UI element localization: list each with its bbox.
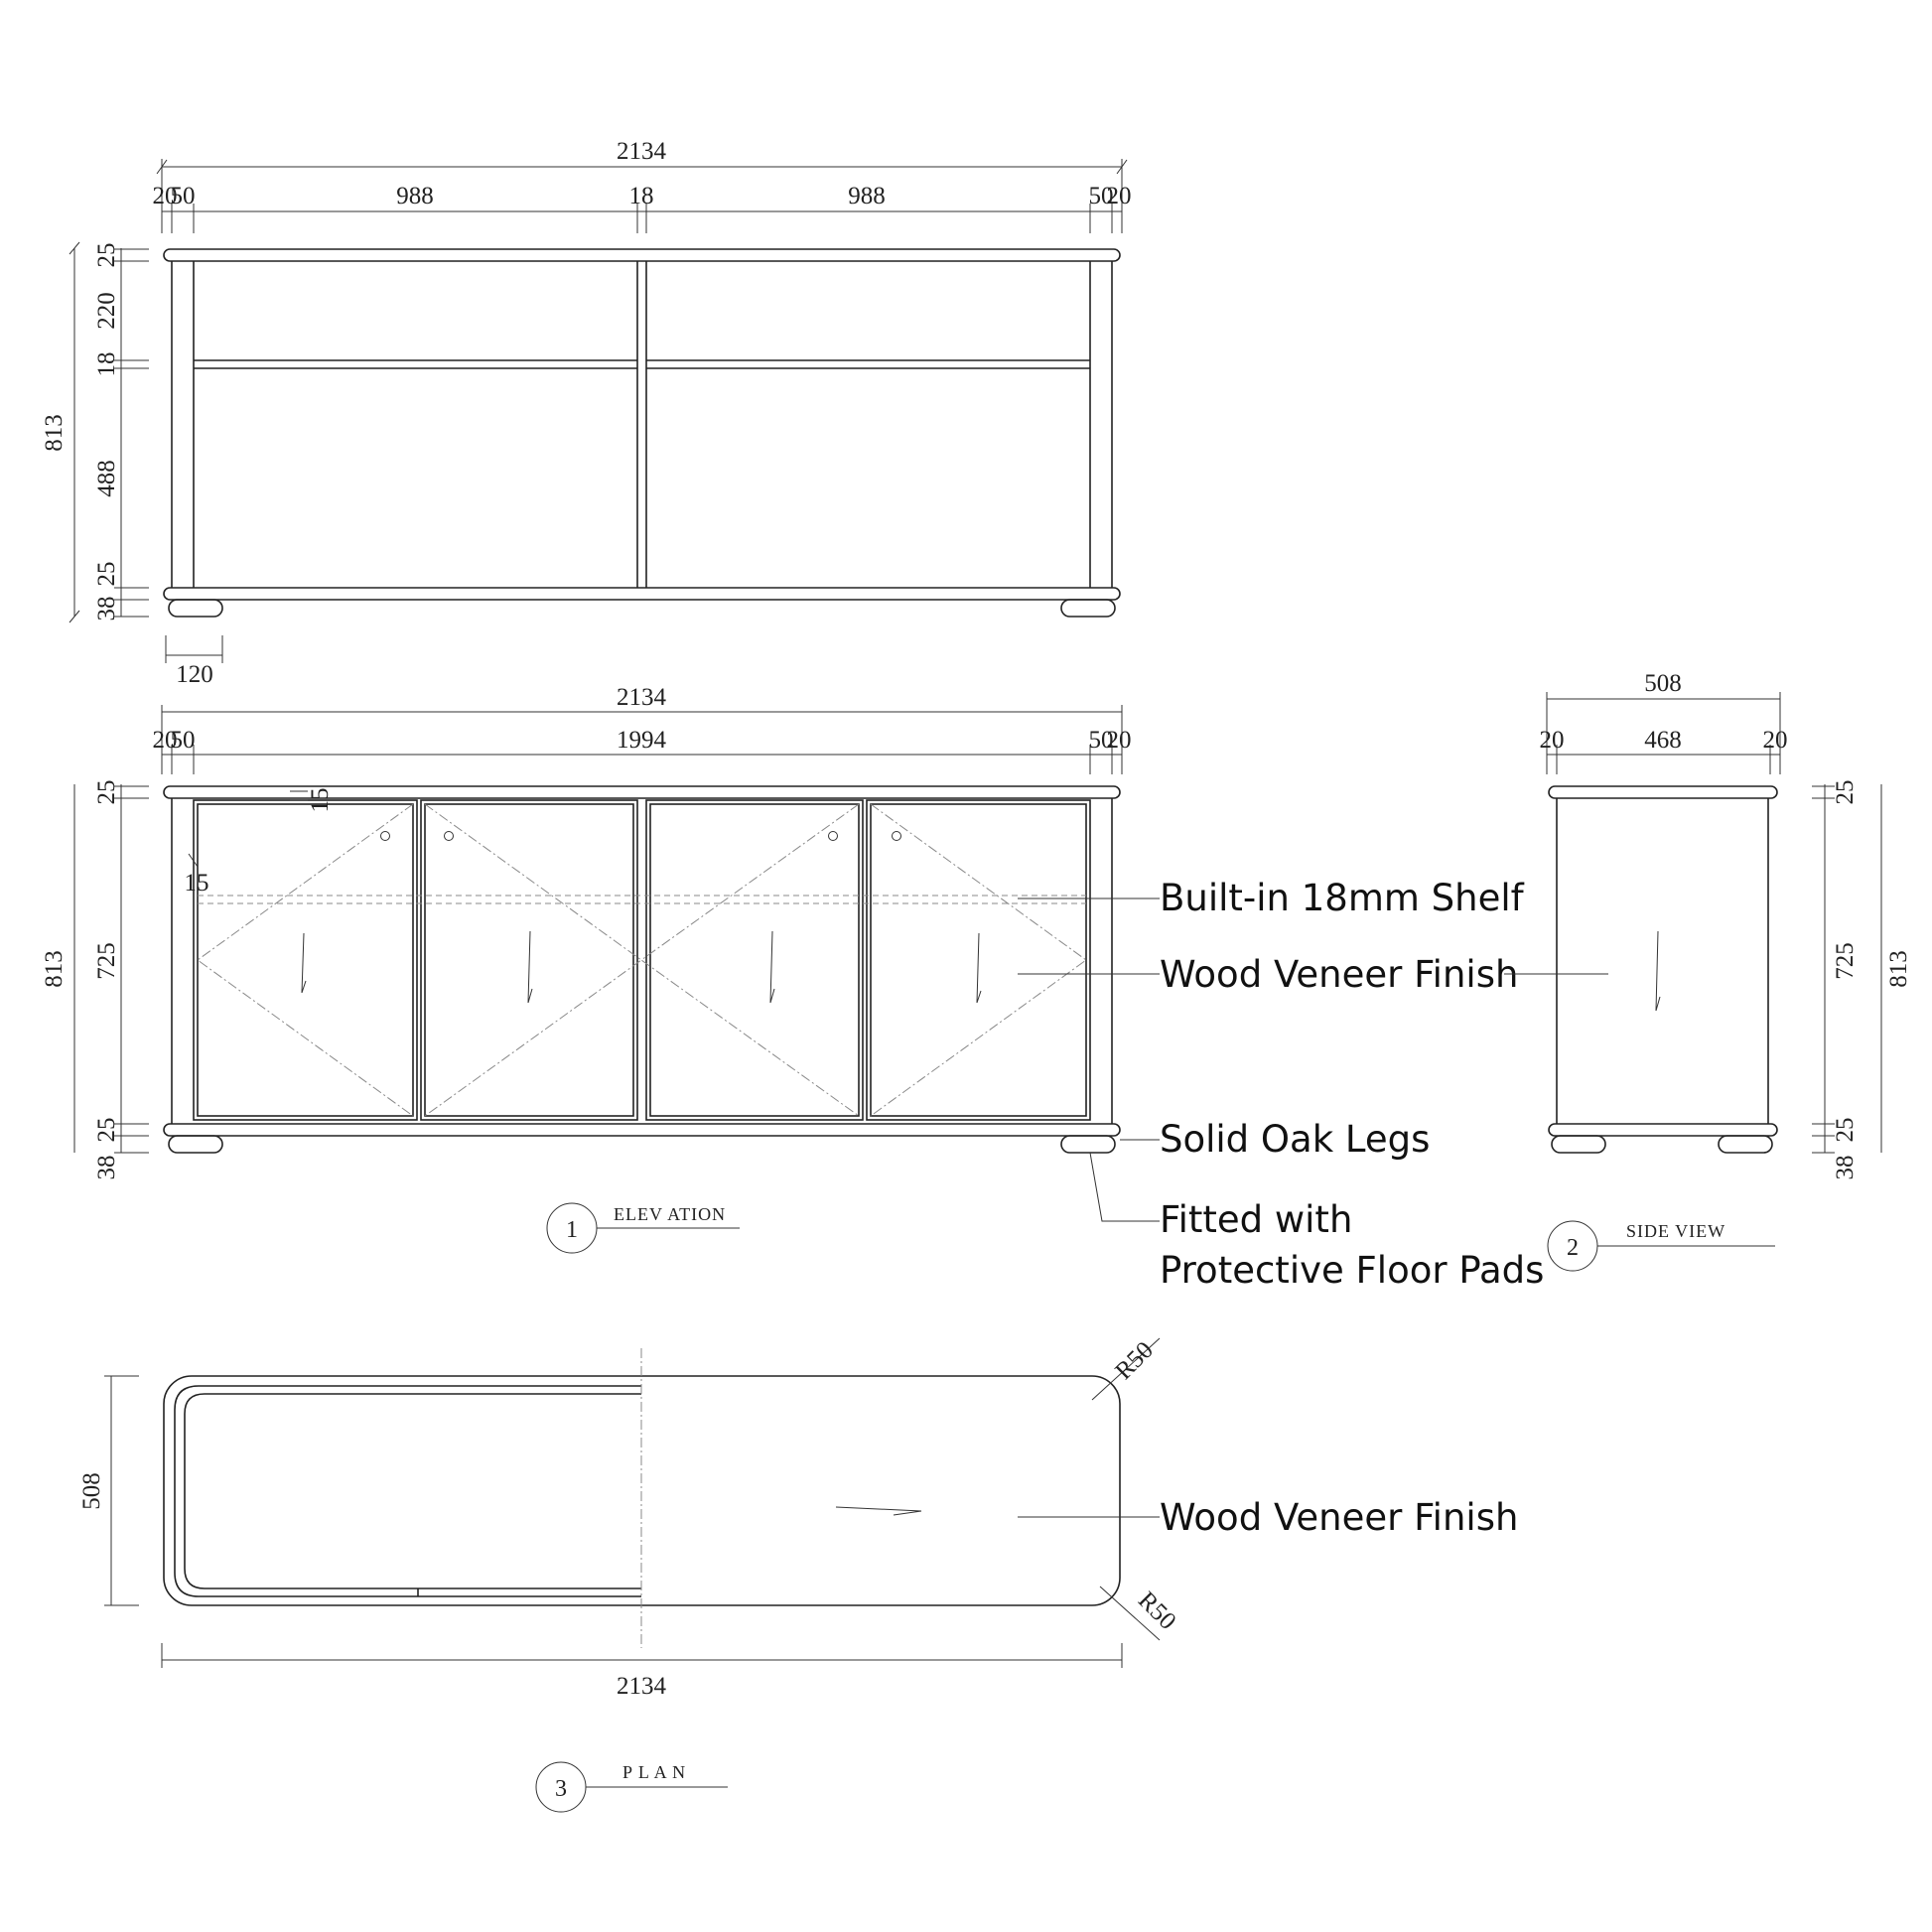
top-seg-1: 20	[152, 183, 178, 209]
elev-gap-top: 15	[307, 787, 334, 813]
plan-title: P L A N	[622, 1762, 687, 1782]
top-h-3: 18	[93, 351, 120, 377]
elev-h-1: 25	[93, 779, 120, 805]
elevation-title: ELEV ATION	[614, 1204, 727, 1224]
top-h-4: 488	[93, 460, 120, 497]
elev-h-3: 25	[93, 1117, 120, 1143]
top-h-1: 25	[93, 242, 120, 268]
side-h-2: 725	[1832, 942, 1859, 980]
side-seg-3: 20	[1762, 727, 1788, 754]
side-overall-height: 813	[1885, 950, 1912, 988]
elev-seg-5: 20	[1106, 727, 1132, 754]
plan-depth: 508	[78, 1472, 105, 1510]
side-h-4: 38	[1832, 1155, 1859, 1180]
label-veneer: Wood Veneer Finish	[1160, 953, 1519, 996]
plan-radius-top: R50	[1110, 1336, 1159, 1385]
top-h-2: 220	[93, 292, 120, 330]
side-seg-2: 468	[1644, 727, 1682, 754]
elevation-tag-number: 1	[566, 1217, 578, 1243]
label-plan-veneer: Wood Veneer Finish	[1160, 1496, 1519, 1539]
elev-seg-1: 20	[152, 727, 178, 754]
side-seg-1: 20	[1539, 727, 1565, 754]
elevation-view	[41, 684, 1544, 1292]
elev-seg-2: 50	[170, 727, 196, 754]
leg-left	[169, 600, 222, 617]
front-open-view	[41, 138, 1132, 688]
top-seg-5: 988	[848, 183, 886, 209]
elev-overall-height: 813	[41, 950, 68, 988]
top-seg-3: 988	[396, 183, 434, 209]
top-h-5: 25	[93, 561, 120, 587]
side-h-3: 25	[1832, 1117, 1859, 1143]
label-pads-line1: Fitted with	[1160, 1198, 1353, 1241]
elev-seg-3: 1994	[617, 727, 666, 754]
top-seg-4: 18	[628, 183, 654, 209]
side-tag-number: 2	[1567, 1235, 1579, 1261]
label-pads-line2: Protective Floor Pads	[1160, 1249, 1545, 1292]
leg-right	[1061, 600, 1115, 617]
elev-leg-left	[169, 1136, 222, 1153]
label-legs: Solid Oak Legs	[1160, 1118, 1431, 1161]
top-overall-height: 813	[41, 414, 68, 452]
elev-leg-right	[1061, 1136, 1115, 1153]
side-title: SIDE VIEW	[1626, 1221, 1726, 1241]
leg-width-dim: 120	[176, 661, 213, 688]
elev-seg-4: 50	[1088, 727, 1114, 754]
elev-h-2: 725	[93, 942, 120, 980]
top-h-6: 38	[93, 596, 120, 621]
side-view	[1504, 670, 1912, 1271]
elev-overall-width: 2134	[617, 684, 666, 711]
door-3	[646, 800, 863, 1120]
plan-width: 2134	[617, 1673, 666, 1700]
top-seg-7: 20	[1106, 183, 1132, 209]
side-overall-depth: 508	[1644, 670, 1682, 697]
elev-h-4: 38	[93, 1155, 120, 1180]
plan-view	[78, 1336, 1518, 1812]
plan-radius-bottom: R50	[1133, 1587, 1181, 1635]
top-seg-2: 50	[170, 183, 196, 209]
label-shelf: Built-in 18mm Shelf	[1160, 877, 1524, 919]
door-1	[194, 800, 417, 1120]
top-seg-6: 50	[1088, 183, 1114, 209]
side-h-1: 25	[1832, 779, 1859, 805]
top-overall-width: 2134	[617, 138, 666, 165]
plan-tag-number: 3	[555, 1776, 567, 1802]
elev-gap-side: 15	[184, 870, 209, 897]
